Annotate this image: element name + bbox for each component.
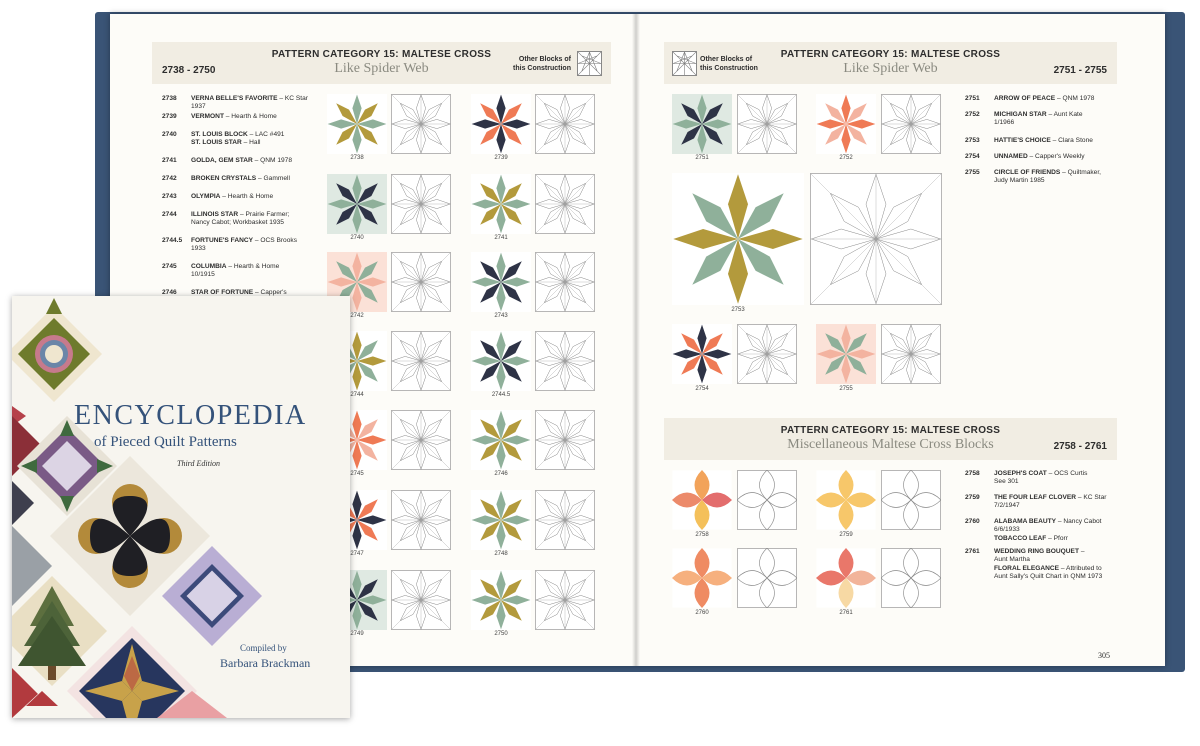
quilt-block-color: [471, 94, 531, 154]
pattern-range: 2751 - 2755: [1053, 65, 1107, 76]
pattern-names: VERMONT – Hearth & Home: [191, 113, 277, 120]
quilt-block-outline: [881, 548, 941, 608]
pattern-number: 2744: [162, 211, 177, 218]
pattern-number: 2741: [162, 157, 177, 164]
quilt-block-color: [816, 548, 876, 608]
category-title: PATTERN CATEGORY 15: MALTESE CROSS: [780, 49, 1001, 60]
quilt-block-color: [672, 548, 732, 608]
quilt-block-outline: [881, 94, 941, 154]
misc-category-header: [664, 418, 1117, 460]
quilt-block-color: [471, 410, 531, 470]
pattern-names: HATTIE'S CHOICE – Clara Stone: [994, 137, 1093, 144]
pattern-number: 2742: [162, 175, 177, 182]
quilt-block-outline: [391, 570, 451, 630]
quilt-block-color: [471, 331, 531, 391]
pattern-number: 2740: [162, 131, 177, 138]
quilt-block-outline: [737, 470, 797, 530]
quilt-block-color: [816, 324, 876, 384]
quilt-block-color: [672, 94, 732, 154]
quilt-block-color: [672, 324, 732, 384]
construction-icon: [672, 51, 697, 76]
pattern-names: MICHIGAN STAR – Aunt Kate 1/1966: [994, 111, 1083, 127]
pattern-names: UNNAMED – Capper's Weekly: [994, 153, 1085, 160]
block-number-label: 2742: [350, 313, 364, 319]
block-number-label: 2750: [494, 631, 508, 637]
quilt-block-outline: [535, 490, 595, 550]
quilt-block-outline: [535, 331, 595, 391]
cover-subtitle: of Pieced Quilt Patterns: [94, 434, 237, 450]
block-number-label: 2747: [350, 551, 364, 557]
pattern-names: STAR OF FORTUNE – Capper's: [191, 289, 287, 296]
quilt-block-outline: [535, 570, 595, 630]
pattern-number: 2753: [965, 137, 980, 144]
block-number-label: 2740: [350, 235, 364, 241]
pattern-names: BROKEN CRYSTALS – Gammell: [191, 175, 290, 182]
pattern-names: COLUMBIA – Hearth & Home 10/1915: [191, 263, 280, 279]
pattern-names: THE FOUR LEAF CLOVER – KC Star 7/2/1947: [994, 494, 1107, 510]
pattern-number: 2755: [965, 169, 980, 176]
quilt-block-outline: [391, 410, 451, 470]
quilt-block-outline: [391, 174, 451, 234]
pattern-number: 2745: [162, 263, 177, 270]
quilt-block-outline: [737, 324, 797, 384]
pattern-number: 2761: [965, 548, 980, 555]
pattern-names: ILLINOIS STAR – Prairie Farmer; Nancy Cabot; Workbasket 1935: [191, 211, 290, 227]
category-title: PATTERN CATEGORY 15: MALTESE CROSS: [780, 425, 1001, 436]
pattern-names: ARROW OF PEACE – QNM 1978: [994, 95, 1095, 102]
block-number-label: 2760: [695, 610, 709, 616]
block-number-label: 2745: [350, 471, 364, 477]
left-category-header: [152, 42, 611, 84]
block-number-label: 2752: [839, 155, 853, 161]
pattern-names: CIRCLE OF FRIENDS – Quiltmaker, Judy Martin 1985: [994, 169, 1101, 185]
pattern-names: OLYMPIA – Hearth & Home: [191, 193, 274, 200]
quilt-block-outline-large: [810, 173, 942, 305]
other-blocks-label: Other Blocks of this Construction: [513, 56, 571, 72]
quilt-block-color: [471, 570, 531, 630]
quilt-block-outline: [391, 94, 451, 154]
quilt-block-outline: [881, 324, 941, 384]
block-number-label: 2753: [731, 307, 745, 313]
block-number-label: 2751: [695, 155, 709, 161]
pattern-number: 2744.5: [162, 237, 183, 244]
block-number-label: 2741: [494, 235, 508, 241]
pattern-number: 2758: [965, 470, 980, 477]
block-number-label: 2738: [350, 155, 364, 161]
quilt-block-outline: [535, 410, 595, 470]
cover-quilt-art: [12, 296, 350, 718]
pattern-number: 2738: [162, 95, 177, 102]
pattern-names: JOSEPH'S COAT – OCS Curtis See 301: [994, 470, 1088, 486]
block-number-label: 2755: [839, 386, 853, 392]
quilt-block-color: [816, 470, 876, 530]
pattern-names: WEDDING RING BOUQUET – Aunt Martha FLORAL ELEGANCE – Attributed to Aunt Sally's Quilt Chart in QNM 1973: [994, 548, 1103, 581]
block-number-label: 2754: [695, 386, 709, 392]
pattern-number: 2754: [965, 153, 980, 160]
pattern-names: GOLDA, GEM STAR – QNM 1978: [191, 157, 293, 164]
block-number-label: 2744: [350, 392, 364, 398]
other-blocks-label: Other Blocks of this Construction: [700, 56, 758, 72]
block-number-label: 2746: [494, 471, 508, 477]
page-number: 305: [1098, 651, 1110, 660]
book-gutter: [632, 14, 640, 666]
quilt-block-color-large: [672, 173, 804, 305]
quilt-block-outline: [535, 252, 595, 312]
pattern-number: 2739: [162, 113, 177, 120]
block-number-label: 2739: [494, 155, 508, 161]
pattern-number: 2760: [965, 518, 980, 525]
quilt-block-color: [672, 470, 732, 530]
pattern-number: 2743: [162, 193, 177, 200]
block-number-label: 2759: [839, 532, 853, 538]
quilt-block-outline: [391, 252, 451, 312]
cover-author: Barbara Brackman: [220, 656, 311, 670]
block-number-label: 2749: [350, 631, 364, 637]
pattern-names: ST. LOUIS BLOCK – LAC #491 ST. LOUIS STAR – Hall: [191, 131, 285, 147]
category-subtitle: Like Spider Web: [334, 61, 429, 76]
pattern-names: VERNA BELLE'S FAVORITE – KC Star 1937: [191, 95, 308, 111]
quilt-block-outline: [881, 470, 941, 530]
quilt-block-color: [327, 94, 387, 154]
quilt-block-outline: [391, 490, 451, 550]
category-title: PATTERN CATEGORY 15: MALTESE CROSS: [271, 49, 492, 60]
pattern-names: ALABAMA BEAUTY – Nancy Cabot 6/6/1933 TOBACCO LEAF – Pforr: [994, 518, 1102, 542]
pattern-range: 2758 - 2761: [1053, 441, 1107, 452]
quilt-block-color: [816, 94, 876, 154]
quilt-block-outline: [535, 174, 595, 234]
block-number-label: 2744.5: [491, 392, 511, 398]
quilt-block-outline: [391, 331, 451, 391]
pattern-number: 2751: [965, 95, 980, 102]
cover-compiled-by: Compiled by: [240, 643, 287, 653]
pattern-number: 2752: [965, 111, 980, 118]
block-number-label: 2748: [494, 551, 508, 557]
quilt-block-outline: [535, 94, 595, 154]
construction-icon: [577, 51, 602, 76]
quilt-block-outline: [737, 548, 797, 608]
category-subtitle: Like Spider Web: [843, 61, 938, 76]
pattern-names: FORTUNE'S FANCY – OCS Brooks 1933: [191, 237, 297, 253]
right-category-header: [664, 42, 1117, 84]
pattern-range: 2738 - 2750: [162, 65, 216, 76]
category-subtitle: Miscellaneous Maltese Cross Blocks: [787, 437, 994, 452]
pattern-number: 2759: [965, 494, 980, 501]
quilt-block-color: [471, 174, 531, 234]
quilt-block-color: [327, 174, 387, 234]
cover-title: ENCYCLOPEDIA: [74, 400, 307, 431]
pattern-number: 2746: [162, 289, 177, 296]
quilt-block-color: [471, 490, 531, 550]
book-cover: [12, 296, 350, 718]
block-number-label: 2743: [494, 313, 508, 319]
quilt-block-outline: [737, 94, 797, 154]
block-number-label: 2758: [695, 532, 709, 538]
cover-edition: Third Edition: [177, 459, 221, 468]
block-number-label: 2761: [839, 610, 853, 616]
quilt-block-color: [471, 252, 531, 312]
